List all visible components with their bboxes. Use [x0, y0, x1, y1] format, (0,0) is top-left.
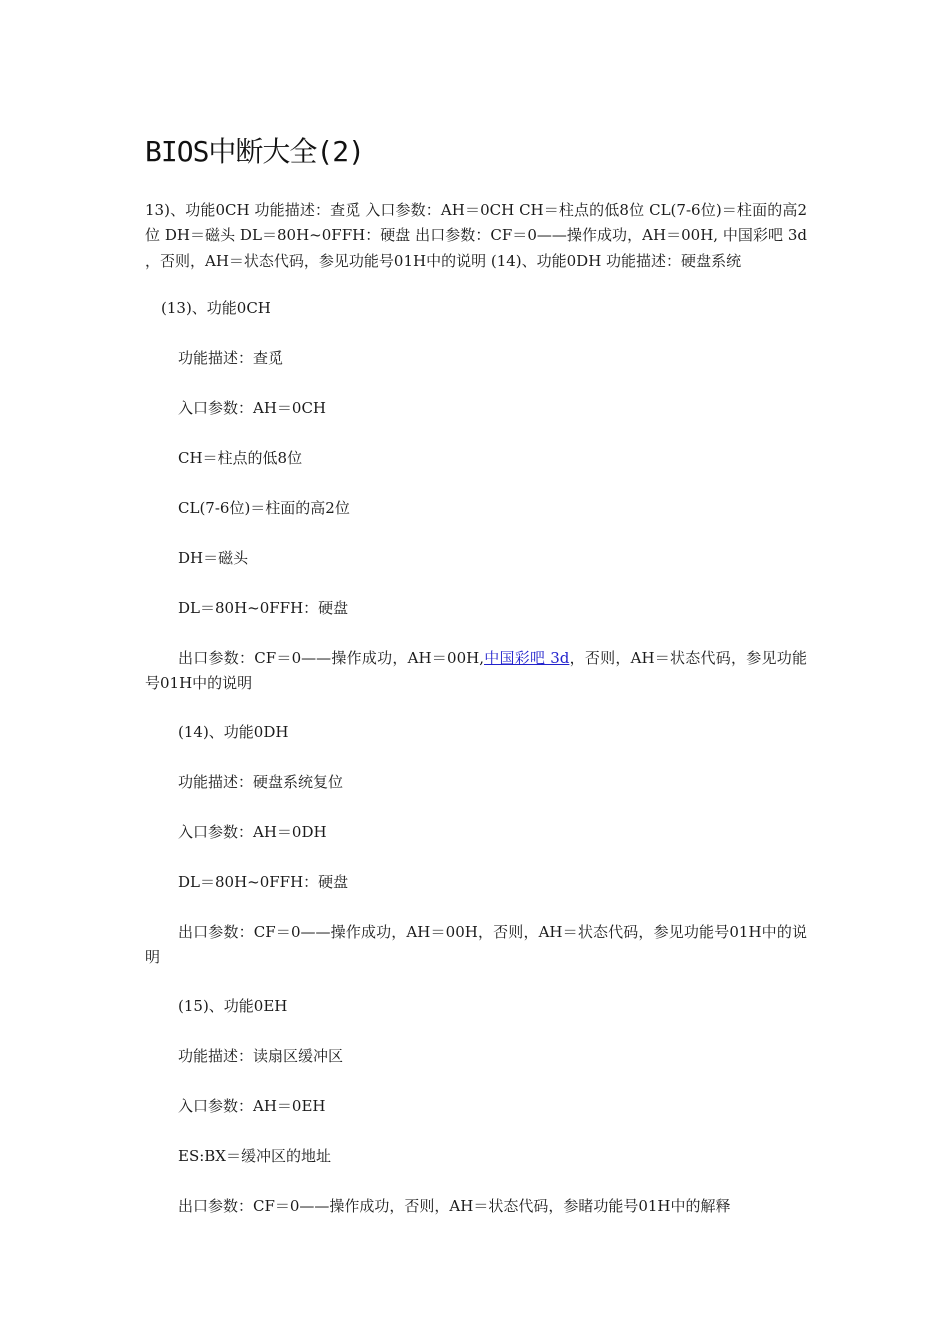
section-15-heading-line: (15)、功能0EH [178, 997, 288, 1015]
dh-param-line: DH＝磁头 [178, 549, 249, 567]
exit-params-paragraph: 出口参数：CF＝0——操作成功，AH＝00H，否则，AH＝状态代码，参见功能号01H中的说明 [145, 923, 807, 966]
dl-param-line: DL＝80H~0FFH：硬盘 [178, 873, 349, 891]
section-13-heading-line: (13)、功能0CH [161, 299, 271, 317]
cl-param-line: CL(7-6位)＝柱面的高2位 [178, 499, 350, 517]
es-bx-param-line: ES:BX＝缓冲区的地址 [178, 1147, 331, 1165]
entry-params-line: 入口参数：AH＝0DH [178, 823, 327, 841]
function-description-line: 功能描述：读扇区缓冲区 [178, 1047, 344, 1065]
lottery-link[interactable]: 中国彩吧 3d [483, 649, 570, 667]
function-description-line: 功能描述：硬盘系统复位 [178, 773, 344, 791]
ch-param-line: CH＝柱点的低8位 [178, 449, 303, 467]
function-description-line: 功能描述：查觅 [178, 349, 284, 367]
section-14-heading-line: (14)、功能0DH [178, 723, 289, 741]
summary-paragraph: 13)、功能0CH 功能描述：查觅 入口参数：AH＝0CH CH＝柱点的低8位 CL(7-6位)＝柱面的高2位 DH＝磁头 DL＝80H~0FFH：硬盘 出口参数：CF＝0——操作成功，AH＝00H, 中国彩吧 3d ，否则，AH＝状态代码，参见功能号01H中的说明 (14)、功能0DH 功能描述：硬盘系统 [145, 201, 807, 270]
dl-param-line: DL＝80H~0FFH：硬盘 [178, 599, 349, 617]
exit-params-text-rest: ，否则，AH＝状态代码，参见功能号01H中的说明 [145, 649, 808, 692]
exit-params-paragraph [145, 646, 807, 696]
exit-params-line: 出口参数：CF＝0——操作成功，否则，AH＝状态代码，参睹功能号01H中的解释 [178, 1197, 731, 1215]
page-title: BIOS中断大全(2) [145, 135, 365, 168]
exit-params-text: 出口参数：CF＝0——操作成功，AH＝00H, [178, 649, 484, 667]
entry-params-line: 入口参数：AH＝0CH [178, 399, 327, 417]
entry-params-line: 入口参数：AH＝0EH [178, 1097, 326, 1115]
